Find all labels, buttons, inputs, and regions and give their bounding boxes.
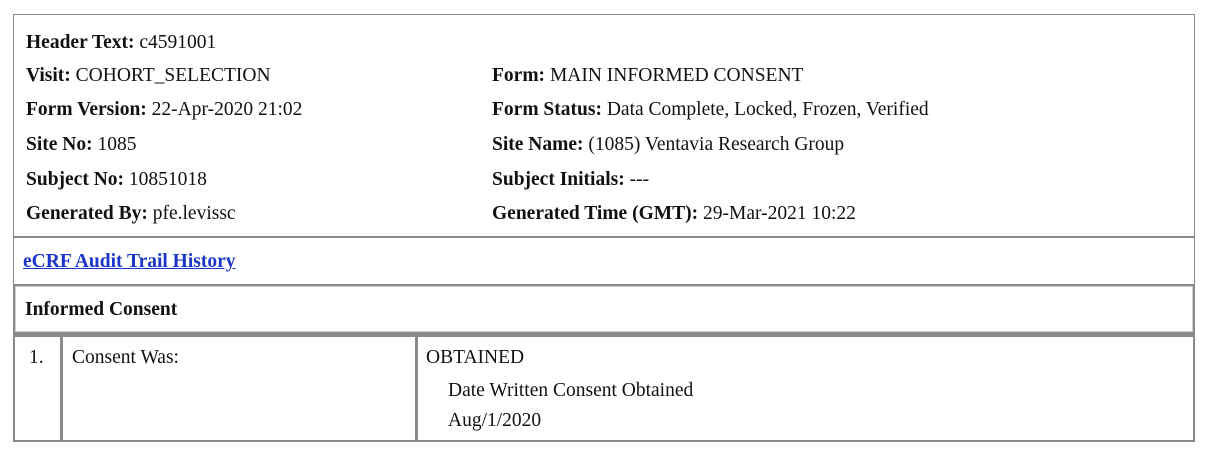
subject-initials-value: --- [629, 169, 650, 190]
generated-by-value: pfe.levissc [152, 203, 236, 224]
subject-initials-label: Subject Initials: [492, 169, 625, 190]
site-name-label: Site Name: [492, 134, 584, 155]
generated-time-label: Generated Time (GMT): [492, 203, 699, 224]
answer-value: OBTAINED [426, 347, 525, 368]
site-no-field [26, 133, 137, 157]
form-field [492, 64, 803, 88]
site-name-field [492, 133, 844, 157]
site-name-value: (1085) Ventavia Research Group [588, 134, 845, 155]
visit-value: COHORT_SELECTION [75, 65, 271, 86]
form-label: Form: [492, 65, 546, 86]
form-version-label: Form Version: [26, 99, 147, 120]
section-header [13, 284, 1195, 334]
section-title: Informed Consent [25, 299, 178, 320]
subject-no-field [26, 168, 207, 192]
consent-date-label: Date Written Consent Obtained [448, 380, 694, 401]
form-header-box [13, 14, 1195, 238]
form-version-field [26, 98, 302, 122]
row-number-cell [15, 337, 63, 440]
form-status-label: Form Status: [492, 99, 602, 120]
header-text-field [26, 31, 216, 55]
form-value: MAIN INFORMED CONSENT [549, 65, 804, 86]
subject-no-value: 10851018 [128, 169, 207, 190]
question-text: Consent Was: [72, 347, 179, 368]
answer-cell [418, 337, 1193, 440]
consent-date-value: Aug/1/2020 [448, 410, 542, 431]
form-status-field [492, 98, 929, 122]
generated-time-field [492, 202, 856, 226]
generated-time-value: 29-Mar-2021 10:22 [703, 203, 856, 224]
form-status-value: Data Complete, Locked, Frozen, Verified [606, 99, 929, 120]
question-cell [63, 337, 418, 440]
audit-trail-link[interactable]: eCRF Audit Trail History [23, 251, 236, 272]
subject-initials-field [492, 168, 649, 192]
table-row [13, 334, 1195, 442]
header-text-label: Header Text: [26, 32, 135, 53]
visit-label: Visit: [26, 65, 71, 86]
generated-by-label: Generated By: [26, 203, 148, 224]
subject-no-label: Subject No: [26, 169, 125, 190]
row-number: 1. [29, 347, 44, 368]
visit-field [26, 64, 271, 88]
audit-trail-bar [13, 238, 1195, 284]
site-no-label: Site No: [26, 134, 93, 155]
header-text-value: c4591001 [139, 32, 217, 53]
site-no-value: 1085 [97, 134, 137, 155]
generated-by-field [26, 202, 236, 226]
form-version-value: 22-Apr-2020 21:02 [151, 99, 303, 120]
